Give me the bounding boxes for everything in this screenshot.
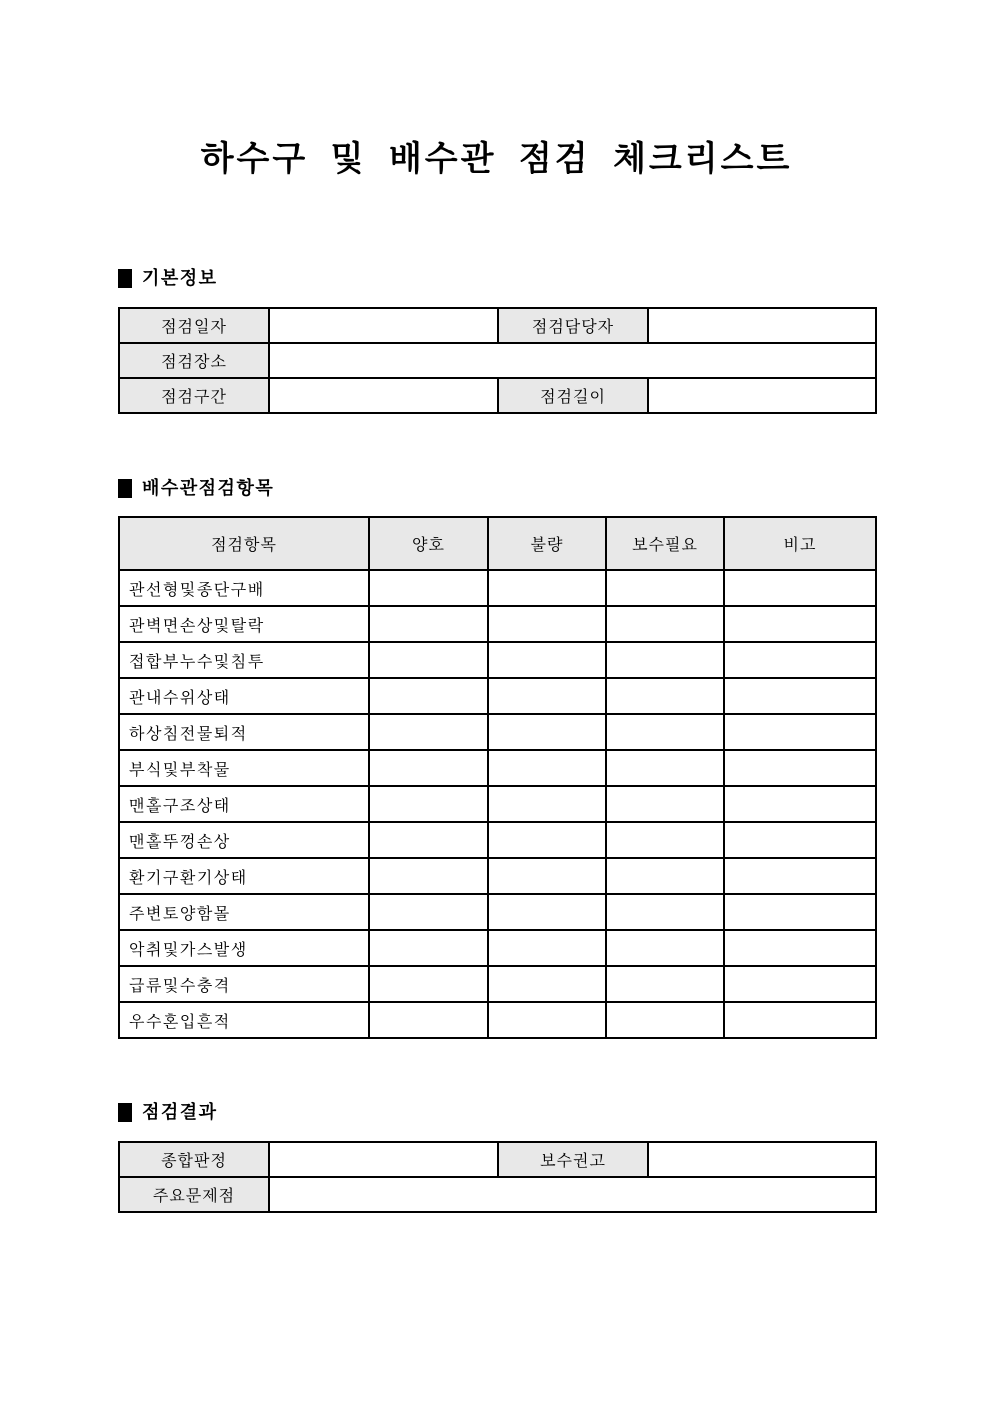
checklist-item-label: 관벽면손상및탈락: [119, 606, 369, 642]
field-label-inspector: 점검담당자: [498, 308, 648, 343]
field-label-section: 점검구간: [119, 378, 269, 413]
section-bullet-icon: [118, 1103, 132, 1122]
table-row: [119, 750, 876, 786]
check-cell-repair: [606, 714, 724, 750]
checklist-table: [118, 516, 877, 1039]
table-row: [119, 1177, 876, 1212]
column-header-item: 점검항목: [119, 517, 369, 570]
check-cell-good: [369, 1002, 488, 1038]
field-value-inspection-date: [269, 308, 498, 343]
remarks-cell: [724, 858, 876, 894]
table-row: [119, 378, 876, 413]
check-cell-repair: [606, 894, 724, 930]
check-cell-good: [369, 570, 488, 606]
check-cell-bad: [488, 786, 606, 822]
column-header-good: 양호: [369, 517, 488, 570]
checklist-item-label: 부식및부착물: [119, 750, 369, 786]
check-cell-bad: [488, 678, 606, 714]
check-cell-bad: [488, 1002, 606, 1038]
check-cell-repair: [606, 786, 724, 822]
section-heading-label: 기본정보: [142, 268, 218, 288]
table-row: [119, 308, 876, 343]
table-row: [119, 642, 876, 678]
section-heading-label: 배수관점검항목: [142, 477, 275, 498]
section-heading-label: 점검결과: [142, 1102, 218, 1123]
check-cell-bad: [488, 858, 606, 894]
remarks-cell: [724, 894, 876, 930]
remarks-cell: [724, 570, 876, 606]
table-row: [119, 714, 876, 750]
check-cell-repair: [606, 1002, 724, 1038]
remarks-cell: [724, 606, 876, 642]
check-cell-good: [369, 966, 488, 1002]
checklist-item-label: 관선형및종단구배: [119, 570, 369, 606]
field-value-main-issues: [269, 1177, 876, 1212]
field-value-location: [269, 343, 876, 378]
check-cell-bad: [488, 822, 606, 858]
page-title: 하수구 및 배수관 점검 체크리스트: [200, 140, 793, 178]
remarks-cell: [724, 1002, 876, 1038]
field-value-overall-judgment: [269, 1142, 498, 1177]
section-bullet-icon: [118, 479, 132, 498]
column-header-repair-needed: 보수필요: [606, 517, 724, 570]
field-value-inspector: [648, 308, 876, 343]
checklist-item-label: 하상침전물퇴적: [119, 714, 369, 750]
field-label-overall-judgment: 종합판정: [119, 1142, 269, 1177]
section-bullet-icon: [118, 269, 132, 288]
check-cell-good: [369, 822, 488, 858]
table-row: [119, 678, 876, 714]
check-cell-good: [369, 894, 488, 930]
check-cell-repair: [606, 822, 724, 858]
checklist-item-label: 관내수위상태: [119, 678, 369, 714]
field-label-location: 점검장소: [119, 343, 269, 378]
remarks-cell: [724, 714, 876, 750]
check-cell-good: [369, 678, 488, 714]
field-value-repair-recommendation: [648, 1142, 876, 1177]
table-row: [119, 822, 876, 858]
check-cell-bad: [488, 570, 606, 606]
table-row: [119, 966, 876, 1002]
check-cell-repair: [606, 642, 724, 678]
field-label-inspection-date: 점검일자: [119, 308, 269, 343]
remarks-cell: [724, 642, 876, 678]
check-cell-bad: [488, 642, 606, 678]
check-cell-bad: [488, 966, 606, 1002]
table-row: [119, 606, 876, 642]
field-label-main-issues: 주요문제점: [119, 1177, 269, 1212]
check-cell-repair: [606, 930, 724, 966]
section-heading-checklist: [118, 478, 875, 500]
field-label-repair-recommendation: 보수권고: [498, 1142, 648, 1177]
check-cell-good: [369, 750, 488, 786]
checklist-item-label: 주변토양함몰: [119, 894, 369, 930]
field-label-length: 점검길이: [498, 378, 648, 413]
check-cell-good: [369, 786, 488, 822]
check-cell-repair: [606, 606, 724, 642]
table-row: [119, 786, 876, 822]
column-header-bad: 불량: [488, 517, 606, 570]
table-header-row: [119, 517, 876, 570]
table-row: [119, 894, 876, 930]
check-cell-repair: [606, 858, 724, 894]
remarks-cell: [724, 750, 876, 786]
remarks-cell: [724, 786, 876, 822]
checklist-item-label: 맨홀구조상태: [119, 786, 369, 822]
check-cell-repair: [606, 966, 724, 1002]
table-row: [119, 1002, 876, 1038]
column-header-remarks: 비고: [724, 517, 876, 570]
result-table: [118, 1141, 877, 1213]
remarks-cell: [724, 966, 876, 1002]
checklist-item-label: 환기구환기상태: [119, 858, 369, 894]
table-row: [119, 1142, 876, 1177]
remarks-cell: [724, 678, 876, 714]
check-cell-repair: [606, 678, 724, 714]
remarks-cell: [724, 822, 876, 858]
field-value-length: [648, 378, 876, 413]
section-heading-result: [118, 1102, 875, 1124]
table-row: [119, 930, 876, 966]
remarks-cell: [724, 930, 876, 966]
check-cell-good: [369, 606, 488, 642]
check-cell-bad: [488, 714, 606, 750]
check-cell-bad: [488, 930, 606, 966]
check-cell-bad: [488, 750, 606, 786]
basic-info-table: [118, 307, 877, 414]
check-cell-good: [369, 858, 488, 894]
check-cell-repair: [606, 750, 724, 786]
section-heading-basic-info: [118, 268, 875, 290]
checklist-item-label: 맨홀뚜껑손상: [119, 822, 369, 858]
table-row: [119, 858, 876, 894]
checklist-item-label: 우수혼입흔적: [119, 1002, 369, 1038]
check-cell-bad: [488, 894, 606, 930]
check-cell-bad: [488, 606, 606, 642]
field-value-section: [269, 378, 498, 413]
check-cell-good: [369, 930, 488, 966]
check-cell-good: [369, 714, 488, 750]
checklist-item-label: 악취및가스발생: [119, 930, 369, 966]
check-cell-good: [369, 642, 488, 678]
check-cell-repair: [606, 570, 724, 606]
table-row: [119, 570, 876, 606]
checklist-item-label: 접합부누수및침투: [119, 642, 369, 678]
checklist-item-label: 급류및수충격: [119, 966, 369, 1002]
table-row: [119, 343, 876, 378]
